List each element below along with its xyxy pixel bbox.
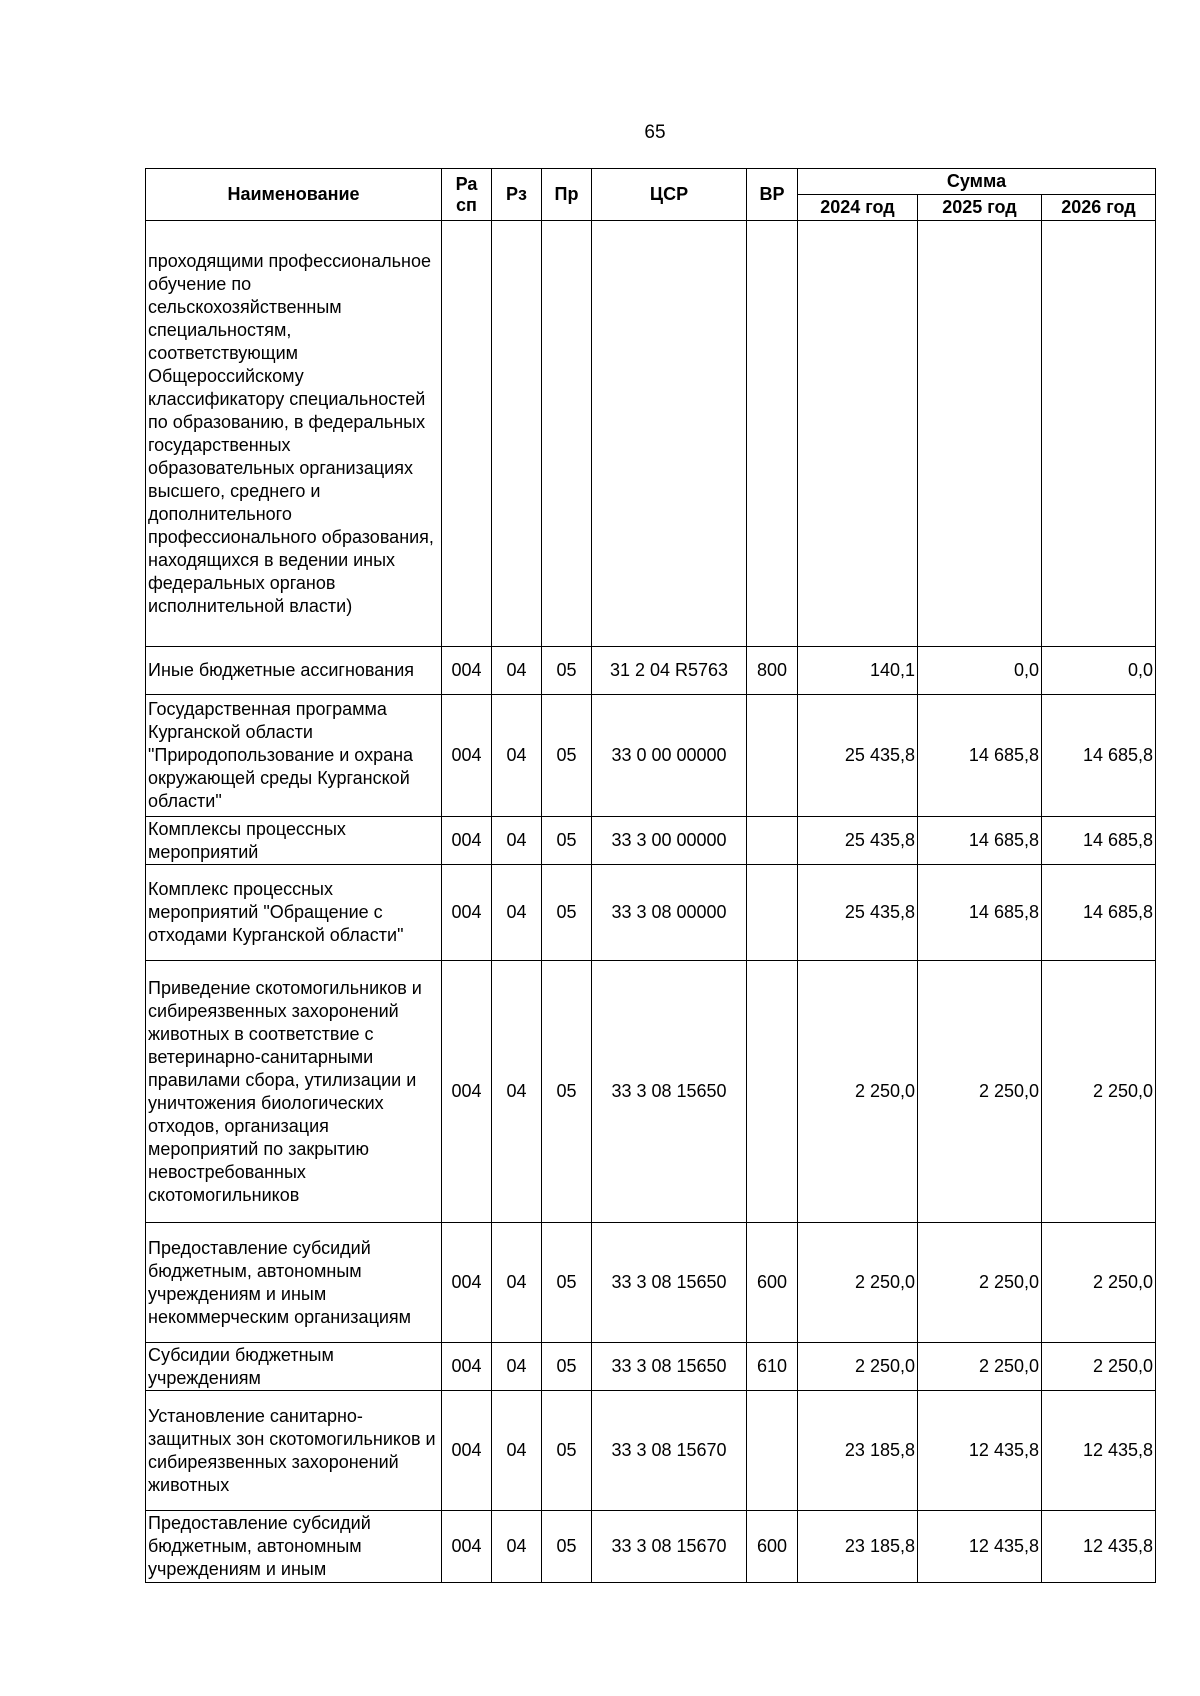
row-2025: 2 250,0 <box>918 1343 1042 1391</box>
row-csr: 31 2 04 R5763 <box>592 647 747 695</box>
row-rasp: 004 <box>442 1391 492 1511</box>
row-name: Иные бюджетные ассигнования <box>146 647 442 695</box>
table-row <box>146 1511 1156 1583</box>
table-row <box>146 647 1156 695</box>
row-2024: 23 185,8 <box>798 1391 918 1511</box>
row-rz: 04 <box>492 865 542 961</box>
row-2025: 14 685,8 <box>918 695 1042 817</box>
header-name: Наименование <box>146 169 442 221</box>
row-rasp: 004 <box>442 817 492 865</box>
row-rasp: 004 <box>442 961 492 1223</box>
row-csr <box>592 221 747 647</box>
table-row <box>146 1391 1156 1511</box>
row-2026 <box>1042 221 1156 647</box>
row-name: Установление санитарно-защитных зон скотомогильников и сибиреязвенных захоронений животных <box>146 1391 442 1511</box>
row-vr: 600 <box>747 1511 798 1583</box>
row-vr <box>747 961 798 1223</box>
row-2026: 2 250,0 <box>1042 1223 1156 1343</box>
row-2025 <box>918 221 1042 647</box>
row-vr: 600 <box>747 1223 798 1343</box>
row-rz: 04 <box>492 817 542 865</box>
row-2024: 23 185,8 <box>798 1511 918 1583</box>
row-vr <box>747 221 798 647</box>
row-csr: 33 3 08 15670 <box>592 1511 747 1583</box>
row-2026: 14 685,8 <box>1042 695 1156 817</box>
row-2026: 12 435,8 <box>1042 1391 1156 1511</box>
row-rasp: 004 <box>442 647 492 695</box>
row-vr: 800 <box>747 647 798 695</box>
row-rasp: 004 <box>442 1223 492 1343</box>
header-2024: 2024 год <box>798 195 918 221</box>
row-2026: 2 250,0 <box>1042 1343 1156 1391</box>
budget-table <box>145 168 1156 1583</box>
row-rz: 04 <box>492 1391 542 1511</box>
table-row <box>146 221 1156 647</box>
row-2026: 12 435,8 <box>1042 1511 1156 1583</box>
row-pr: 05 <box>542 1343 592 1391</box>
row-rasp <box>442 221 492 647</box>
row-rz: 04 <box>492 695 542 817</box>
row-2026: 2 250,0 <box>1042 961 1156 1223</box>
row-2025: 0,0 <box>918 647 1042 695</box>
row-rz: 04 <box>492 647 542 695</box>
table-row <box>146 1223 1156 1343</box>
row-name: Комплекс процессных мероприятий "Обращение с отходами Курганской области" <box>146 865 442 961</box>
row-name: Предоставление субсидий бюджетным, автономным учреждениям и иным некоммерческим организациям <box>146 1223 442 1343</box>
row-2024: 140,1 <box>798 647 918 695</box>
row-vr: 610 <box>747 1343 798 1391</box>
row-2024: 25 435,8 <box>798 695 918 817</box>
row-2026: 14 685,8 <box>1042 817 1156 865</box>
row-pr <box>542 221 592 647</box>
row-name: Субсидии бюджетным учреждениям <box>146 1343 442 1391</box>
page-number: 65 <box>644 122 666 143</box>
row-rz: 04 <box>492 1511 542 1583</box>
row-2024: 2 250,0 <box>798 1223 918 1343</box>
table-row <box>146 695 1156 817</box>
row-rasp: 004 <box>442 865 492 961</box>
header-rasp: Ра сп <box>442 169 492 221</box>
header-2026: 2026 год <box>1042 195 1156 221</box>
row-csr: 33 3 08 15670 <box>592 1391 747 1511</box>
row-2024: 25 435,8 <box>798 865 918 961</box>
row-pr: 05 <box>542 865 592 961</box>
row-vr <box>747 695 798 817</box>
row-vr <box>747 817 798 865</box>
row-pr: 05 <box>542 647 592 695</box>
row-2024: 2 250,0 <box>798 961 918 1223</box>
row-2025: 12 435,8 <box>918 1511 1042 1583</box>
header-rz: Рз <box>492 169 542 221</box>
row-pr: 05 <box>542 695 592 817</box>
row-2025: 2 250,0 <box>918 961 1042 1223</box>
row-2025: 14 685,8 <box>918 817 1042 865</box>
row-name: проходящими профессиональное обучение по сельскохозяйственным специальностям, соответствующим Общероссийскому классификатору специальностей по образованию, в федеральных государственных образовательных организациях высшего, среднего и дополнительного профессионального образования, находящихся в ведении иных федеральных органов исполнительной власти) <box>146 221 442 647</box>
row-rasp: 004 <box>442 695 492 817</box>
header-2025: 2025 год <box>918 195 1042 221</box>
row-vr <box>747 1391 798 1511</box>
row-csr: 33 3 00 00000 <box>592 817 747 865</box>
row-2026: 14 685,8 <box>1042 865 1156 961</box>
row-csr: 33 3 08 15650 <box>592 1223 747 1343</box>
row-2024 <box>798 221 918 647</box>
row-2025: 2 250,0 <box>918 1223 1042 1343</box>
row-2026: 0,0 <box>1042 647 1156 695</box>
row-rz: 04 <box>492 1343 542 1391</box>
row-pr: 05 <box>542 1511 592 1583</box>
row-rz: 04 <box>492 1223 542 1343</box>
row-2024: 25 435,8 <box>798 817 918 865</box>
row-name: Предоставление субсидий бюджетным, автономным учреждениям и иным <box>146 1511 442 1583</box>
row-rz: 04 <box>492 961 542 1223</box>
row-rz <box>492 221 542 647</box>
table-row <box>146 817 1156 865</box>
row-pr: 05 <box>542 817 592 865</box>
row-name: Государственная программа Курганской области "Природопользование и охрана окружающей среды Курганской области" <box>146 695 442 817</box>
row-name: Приведение скотомогильников и сибиреязвенных захоронений животных в соответствие с ветеринарно-санитарными правилами сбора, утилизации и уничтожения биологических отходов, организация мероприятий по закрытию невостребованных скотомогильников <box>146 961 442 1223</box>
row-2025: 12 435,8 <box>918 1391 1042 1511</box>
row-csr: 33 3 08 00000 <box>592 865 747 961</box>
header-vr: ВР <box>747 169 798 221</box>
row-pr: 05 <box>542 1223 592 1343</box>
row-2025: 14 685,8 <box>918 865 1042 961</box>
row-csr: 33 3 08 15650 <box>592 1343 747 1391</box>
row-pr: 05 <box>542 1391 592 1511</box>
row-rasp: 004 <box>442 1511 492 1583</box>
table-row <box>146 865 1156 961</box>
row-rasp: 004 <box>442 1343 492 1391</box>
row-vr <box>747 865 798 961</box>
header-sum: Сумма <box>798 169 1156 195</box>
header-pr: Пр <box>542 169 592 221</box>
table-row <box>146 1343 1156 1391</box>
row-csr: 33 0 00 00000 <box>592 695 747 817</box>
header-csr: ЦСР <box>592 169 747 221</box>
row-csr: 33 3 08 15650 <box>592 961 747 1223</box>
row-2024: 2 250,0 <box>798 1343 918 1391</box>
row-pr: 05 <box>542 961 592 1223</box>
row-name: Комплексы процессных мероприятий <box>146 817 442 865</box>
table-row <box>146 961 1156 1223</box>
